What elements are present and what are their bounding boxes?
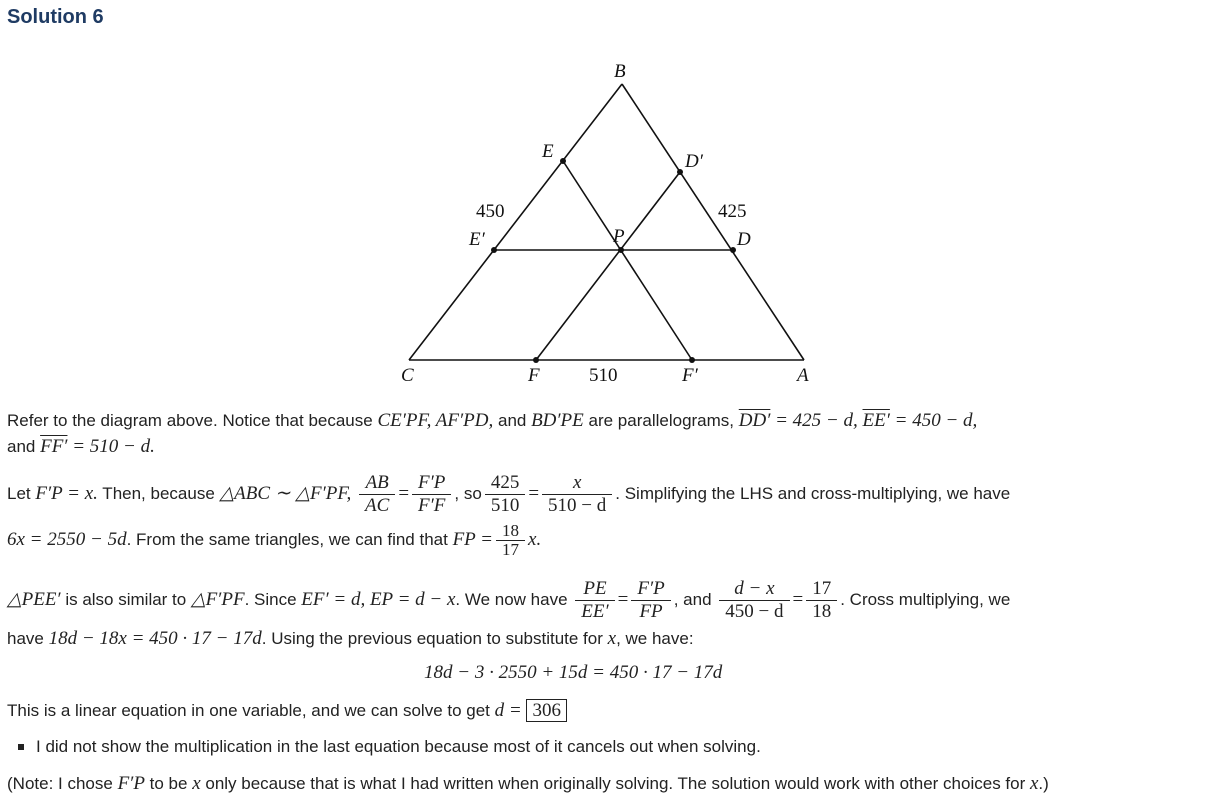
point-p: [618, 247, 624, 253]
label-d-prime: D′: [685, 151, 703, 172]
side-bc: [409, 84, 622, 360]
point-f-prime: [689, 357, 695, 363]
display-equation: 18d − 3 · 2550 + 15d = 450 · 17 − 17d: [424, 662, 723, 683]
paragraph-parallelograms-line1: Refer to the diagram above. Notice that because CE′PF, AF′PD, and BD′PE are parallelograms, DD′ = 425 − d, EE′ = 450 − d,: [7, 410, 978, 431]
paragraph-answer: This is a linear equation in one variable, and we can solve to get d = 306: [7, 700, 567, 722]
fraction-d-x-450-d: $\frac{d - x}{450 - d}$: [719, 578, 789, 623]
segment-e-f-prime: [563, 161, 692, 360]
triangle-diagram: [380, 55, 830, 390]
paragraph-similar-triangles: Let F′P = x. Then, because △ABC ∼ △F′PF, $\frac{AB}{AC}$ = $\frac{F'P}{F'F}$ , so $\frac{425}{510}$ = $\frac{x}{510 - d}$ . Simplifying the LHS and cross-multiplying, we have: [7, 472, 1011, 516]
label-p: P: [613, 226, 625, 247]
bullet-marker: [18, 744, 24, 750]
fraction-pe-ee: $\frac{PE}{EE'}$: [575, 578, 614, 623]
label-425: 425: [718, 201, 747, 222]
side-ba: [622, 84, 804, 360]
segment-d-prime-f: [536, 172, 680, 360]
label-f-prime: F′: [682, 365, 698, 386]
fraction-425-510: $\frac{425}{510}$: [485, 472, 526, 517]
bullet-note: I did not show the multiplication in the last equation because most of it cancels out when solving.: [36, 737, 761, 756]
fraction-fp-fp: $\frac{F'P}{FP}$: [631, 578, 670, 623]
paragraph-pee-similar: △PEE′ is also similar to △F′PF. Since EF′ = d, EP = d − x. We now have $\frac{PE}{EE'}$ = $\frac{F'P}{FP}$ , and $\frac{d - x}{450 - d}$ = $\frac{17}{18}$ . Cross multiplying, we: [7, 578, 1011, 622]
label-f: F: [528, 365, 540, 386]
point-f: [533, 357, 539, 363]
paragraph-parallelograms-line2: and FF′ = 510 − d.: [7, 436, 155, 457]
point-d-prime: [677, 169, 683, 175]
paragraph-note: (Note: I chose F′P to be x only because that is what I had written when originally solving. The solution would work with other choices for x.): [7, 773, 1049, 794]
label-c: C: [401, 365, 414, 386]
point-e: [560, 158, 566, 164]
point-d: [730, 247, 736, 253]
label-a: A: [797, 365, 809, 386]
label-b: B: [614, 61, 626, 82]
label-d: D: [737, 229, 751, 250]
paragraph-cross-multiply: have 18d − 18x = 450 · 17 − 17d. Using the previous equation to substitute for x, we have:: [7, 628, 694, 649]
paragraph-fp-expression: 6x = 2550 − 5d. From the same triangles, we can find that FP = $\frac{18}{17}$ x.: [7, 521, 542, 559]
solution-title: Solution 6: [7, 6, 104, 28]
fraction-17-18: $\frac{17}{18}$: [806, 578, 837, 623]
fraction-x-510-d: $\frac{x}{510 - d}$: [542, 472, 612, 517]
label-e: E: [542, 141, 554, 162]
answer-box: 306: [526, 699, 567, 722]
fraction-ab-ac: $\frac{AB}{AC}$: [359, 472, 395, 517]
label-450: 450: [476, 201, 505, 222]
fraction-fp-ff: $\frac{F'P}{F'F}$: [412, 472, 451, 517]
point-e-prime: [491, 247, 497, 253]
fraction-18-17: $\frac{18}{17}$: [496, 522, 525, 559]
label-e-prime: E′: [469, 229, 485, 250]
label-510: 510: [589, 365, 618, 386]
